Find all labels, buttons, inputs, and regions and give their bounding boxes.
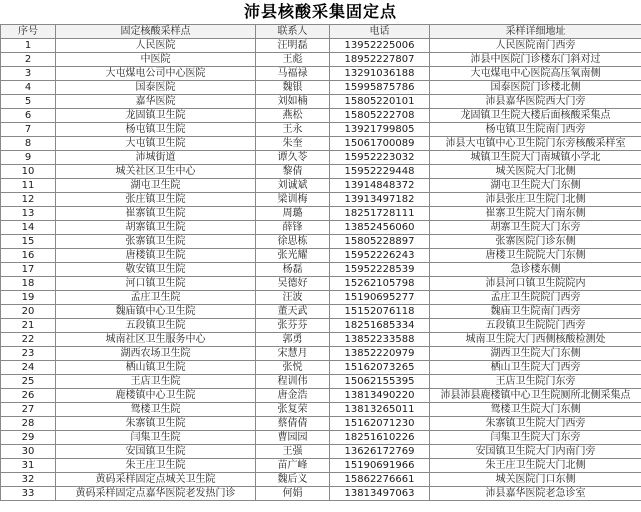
table-row: [1, 207, 641, 221]
phone-cell: 15805222708: [330, 109, 430, 123]
phone-cell: 15805228897: [330, 235, 430, 249]
index-cell: 16: [1, 249, 56, 263]
index-cell: 27: [1, 403, 56, 417]
contact-cell: 曹园园: [256, 431, 330, 445]
index-cell: 9: [1, 151, 56, 165]
table-row: [1, 487, 641, 501]
site-cell: 鸳楼卫生院: [56, 403, 256, 417]
index-cell: 29: [1, 431, 56, 445]
address-cell: 沛县沛县鹿楼镇中心卫生院厕所北侧采集点: [430, 389, 641, 403]
index-cell: 7: [1, 123, 56, 137]
table-row: [1, 137, 641, 151]
contact-cell: 燕松: [256, 109, 330, 123]
phone-cell: 13813265011: [330, 403, 430, 417]
index-cell: 4: [1, 81, 56, 95]
contact-cell: 董天武: [256, 305, 330, 319]
address-cell: 城南卫生院大门西侧核酸检测处: [430, 333, 641, 347]
phone-cell: 13913497182: [330, 193, 430, 207]
site-cell: 沛城街道: [56, 151, 256, 165]
site-cell: 孟庄卫生院: [56, 291, 256, 305]
phone-cell: 15952228539: [330, 263, 430, 277]
table-row: [1, 53, 641, 67]
table-row: [1, 179, 641, 193]
table-row: [1, 473, 641, 487]
phone-cell: 18251610226: [330, 431, 430, 445]
index-cell: 32: [1, 473, 56, 487]
address-cell: 五段镇卫生院院门西旁: [430, 319, 641, 333]
contact-cell: 蔡倩倩: [256, 417, 330, 431]
address-cell: 张寨医院门诊东侧: [430, 235, 641, 249]
contact-cell: 王彪: [256, 53, 330, 67]
index-cell: 2: [1, 53, 56, 67]
table-row: [1, 151, 641, 165]
site-cell: 嘉华医院: [56, 95, 256, 109]
contact-cell: 汪波: [256, 291, 330, 305]
contact-cell: 王强: [256, 445, 330, 459]
address-cell: 唐楼卫生院院大门东侧: [430, 249, 641, 263]
contact-cell: 宋慧月: [256, 347, 330, 361]
contact-cell: 杨磊: [256, 263, 330, 277]
index-cell: 18: [1, 277, 56, 291]
table-row: [1, 193, 641, 207]
index-cell: 1: [1, 39, 56, 53]
index-cell: 19: [1, 291, 56, 305]
contact-cell: 张悦: [256, 361, 330, 375]
address-cell: 大屯煤电中心医院高压氧南侧: [430, 67, 641, 81]
contact-cell: 程训伟: [256, 375, 330, 389]
phone-cell: 15061700089: [330, 137, 430, 151]
contact-cell: 苗广峰: [256, 459, 330, 473]
site-cell: 鹿楼镇中心卫生院: [56, 389, 256, 403]
table-row: [1, 333, 641, 347]
table-row: [1, 277, 641, 291]
site-cell: 张庄镇卫生院: [56, 193, 256, 207]
sheet-title: 沛县核酸采集固定点: [243, 2, 397, 21]
address-cell: 朱寨镇卫生院大门西旁: [430, 417, 641, 431]
column-header-index: 序号: [1, 25, 56, 39]
site-cell: 魏庙镇中心卫生院: [56, 305, 256, 319]
phone-cell: 13813497063: [330, 487, 430, 501]
phone-cell: 13952225006: [330, 39, 430, 53]
index-cell: 21: [1, 319, 56, 333]
address-cell: 沛县嘉华医院老急诊室: [430, 487, 641, 501]
site-cell: 闫集卫生院: [56, 431, 256, 445]
address-cell: 沛县大屯镇中心卫生院门东旁核酸采样室: [430, 137, 641, 151]
contact-cell: 朱奎: [256, 137, 330, 151]
address-cell: 沛县嘉华医院西大门旁: [430, 95, 641, 109]
address-cell: 沛县中医院门诊楼东门斜对过: [430, 53, 641, 67]
index-cell: 8: [1, 137, 56, 151]
phone-cell: 13852220979: [330, 347, 430, 361]
contact-cell: 周璐: [256, 207, 330, 221]
table-header-row: [1, 25, 641, 39]
contact-cell: 梁训梅: [256, 193, 330, 207]
contact-cell: 马福禄: [256, 67, 330, 81]
contact-cell: 唐金浩: [256, 389, 330, 403]
address-cell: 孟庄卫生院院门西旁: [430, 291, 641, 305]
column-header-contact: 联系人: [256, 25, 330, 39]
address-cell: 国泰医院门诊楼北侧: [430, 81, 641, 95]
site-cell: 敬安镇卫生院: [56, 263, 256, 277]
site-cell: 中医院: [56, 53, 256, 67]
address-cell: 胡寨卫生院大门东旁: [430, 221, 641, 235]
table-row: [1, 305, 641, 319]
index-cell: 3: [1, 67, 56, 81]
table-row: [1, 95, 641, 109]
sampling-points-table: [0, 24, 641, 501]
address-cell: 鸳楼卫生院大门东侧: [430, 403, 641, 417]
table-row: [1, 39, 641, 53]
contact-cell: 汪明磊: [256, 39, 330, 53]
site-cell: 大屯镇卫生院: [56, 137, 256, 151]
column-header-address: 采样详细地址: [430, 25, 641, 39]
column-header-phone: 电话: [330, 25, 430, 39]
site-cell: 朱寨镇卫生院: [56, 417, 256, 431]
phone-cell: 15190691966: [330, 459, 430, 473]
site-cell: 黄码采样固定点城关卫生院: [56, 473, 256, 487]
contact-cell: 张复荣: [256, 403, 330, 417]
phone-cell: 18952227807: [330, 53, 430, 67]
table-row: [1, 347, 641, 361]
index-cell: 5: [1, 95, 56, 109]
index-cell: 23: [1, 347, 56, 361]
site-cell: 城关社区卫生中心: [56, 165, 256, 179]
phone-cell: 15162073265: [330, 361, 430, 375]
table-row: [1, 431, 641, 445]
index-cell: 24: [1, 361, 56, 375]
phone-cell: 15995875786: [330, 81, 430, 95]
contact-cell: 黎倩: [256, 165, 330, 179]
phone-cell: 15062155395: [330, 375, 430, 389]
site-cell: 崔寨镇卫生院: [56, 207, 256, 221]
site-cell: 胡寨镇卫生院: [56, 221, 256, 235]
table-body: [1, 39, 641, 501]
site-cell: 张寨镇卫生院: [56, 235, 256, 249]
table-row: [1, 459, 641, 473]
address-cell: 朱王庄卫生院大门北侧: [430, 459, 641, 473]
site-cell: 龙固镇卫生院: [56, 109, 256, 123]
index-cell: 12: [1, 193, 56, 207]
phone-cell: 15952223032: [330, 151, 430, 165]
site-cell: 湖西农场卫生院: [56, 347, 256, 361]
phone-cell: 13852233588: [330, 333, 430, 347]
index-cell: 15: [1, 235, 56, 249]
table-row: [1, 417, 641, 431]
site-cell: 黄码采样固定点嘉华医院老发热门诊: [56, 487, 256, 501]
contact-cell: 张光耀: [256, 249, 330, 263]
site-cell: 朱王庄卫生院: [56, 459, 256, 473]
phone-cell: 15862276661: [330, 473, 430, 487]
site-cell: 五段镇卫生院: [56, 319, 256, 333]
table-row: [1, 81, 641, 95]
site-cell: 湖屯卫生院: [56, 179, 256, 193]
address-cell: 杨屯镇卫生院南门西旁: [430, 123, 641, 137]
phone-cell: 15952229448: [330, 165, 430, 179]
table-row: [1, 123, 641, 137]
phone-cell: 13921799805: [330, 123, 430, 137]
index-cell: 28: [1, 417, 56, 431]
phone-cell: 15952226243: [330, 249, 430, 263]
address-cell: 沛县张庄卫生院门北侧: [430, 193, 641, 207]
address-cell: 栖山卫生院大门西旁: [430, 361, 641, 375]
table-row: [1, 249, 641, 263]
address-cell: 人民医院南门西旁: [430, 39, 641, 53]
address-cell: 闫集卫生院大门东旁: [430, 431, 641, 445]
contact-cell: 魏后义: [256, 473, 330, 487]
table-row: [1, 67, 641, 81]
index-cell: 20: [1, 305, 56, 319]
address-cell: 沛县河口镇卫生院院内: [430, 277, 641, 291]
index-cell: 14: [1, 221, 56, 235]
address-cell: 安国镇卫生院大门内南门旁: [430, 445, 641, 459]
table-row: [1, 291, 641, 305]
table-row: [1, 221, 641, 235]
phone-cell: 15152076118: [330, 305, 430, 319]
site-cell: 人民医院: [56, 39, 256, 53]
address-cell: 城关医院门口东侧: [430, 473, 641, 487]
table-row: [1, 109, 641, 123]
address-cell: 急诊楼东侧: [430, 263, 641, 277]
address-cell: 崔寨卫生院大门南东侧: [430, 207, 641, 221]
index-cell: 11: [1, 179, 56, 193]
contact-cell: 魏银: [256, 81, 330, 95]
contact-cell: 张芬芬: [256, 319, 330, 333]
address-cell: 龙固镇卫生院大楼后面核酸采集点: [430, 109, 641, 123]
site-cell: 王店卫生院: [56, 375, 256, 389]
phone-cell: 15190695277: [330, 291, 430, 305]
phone-cell: 18251728111: [330, 207, 430, 221]
address-cell: 魏庙卫生院南门西旁: [430, 305, 641, 319]
contact-cell: 谭久苓: [256, 151, 330, 165]
table-row: [1, 361, 641, 375]
phone-cell: 13291036188: [330, 67, 430, 81]
phone-cell: 15262105798: [330, 277, 430, 291]
address-cell: 湖西卫生院大门东侧: [430, 347, 641, 361]
table-row: [1, 235, 641, 249]
index-cell: 26: [1, 389, 56, 403]
phone-cell: 15805220101: [330, 95, 430, 109]
address-cell: 王店卫生院门东旁: [430, 375, 641, 389]
phone-cell: 13626172769: [330, 445, 430, 459]
index-cell: 13: [1, 207, 56, 221]
site-cell: 河口镇卫生院: [56, 277, 256, 291]
contact-cell: 王永: [256, 123, 330, 137]
index-cell: 17: [1, 263, 56, 277]
index-cell: 33: [1, 487, 56, 501]
contact-cell: 徐思栋: [256, 235, 330, 249]
address-cell: 城镇卫生院大门南城镇小学北: [430, 151, 641, 165]
table-row: [1, 165, 641, 179]
phone-cell: 15162071230: [330, 417, 430, 431]
phone-cell: 18251685334: [330, 319, 430, 333]
site-cell: 大屯煤电公司中心医院: [56, 67, 256, 81]
table-row: [1, 389, 641, 403]
table-row: [1, 445, 641, 459]
address-cell: 城关医院大门北侧: [430, 165, 641, 179]
contact-cell: 何娟: [256, 487, 330, 501]
contact-cell: 吴德好: [256, 277, 330, 291]
phone-cell: 13914848372: [330, 179, 430, 193]
index-cell: 25: [1, 375, 56, 389]
contact-cell: 郭勇: [256, 333, 330, 347]
index-cell: 22: [1, 333, 56, 347]
site-cell: 安国镇卫生院: [56, 445, 256, 459]
index-cell: 6: [1, 109, 56, 123]
contact-cell: 薛锋: [256, 221, 330, 235]
site-cell: 唐楼镇卫生院: [56, 249, 256, 263]
table-row: [1, 319, 641, 333]
phone-cell: 13813490220: [330, 389, 430, 403]
site-cell: 国泰医院: [56, 81, 256, 95]
table-row: [1, 375, 641, 389]
index-cell: 31: [1, 459, 56, 473]
site-cell: 栖山镇卫生院: [56, 361, 256, 375]
contact-cell: 刘如楠: [256, 95, 330, 109]
table-row: [1, 263, 641, 277]
contact-cell: 刘诚斌: [256, 179, 330, 193]
index-cell: 10: [1, 165, 56, 179]
column-header-site: 固定核酸采样点: [56, 25, 256, 39]
phone-cell: 13852456060: [330, 221, 430, 235]
site-cell: 城南社区卫生服务中心: [56, 333, 256, 347]
site-cell: 杨屯镇卫生院: [56, 123, 256, 137]
index-cell: 30: [1, 445, 56, 459]
address-cell: 湖屯卫生院大门东侧: [430, 179, 641, 193]
table-row: [1, 403, 641, 417]
